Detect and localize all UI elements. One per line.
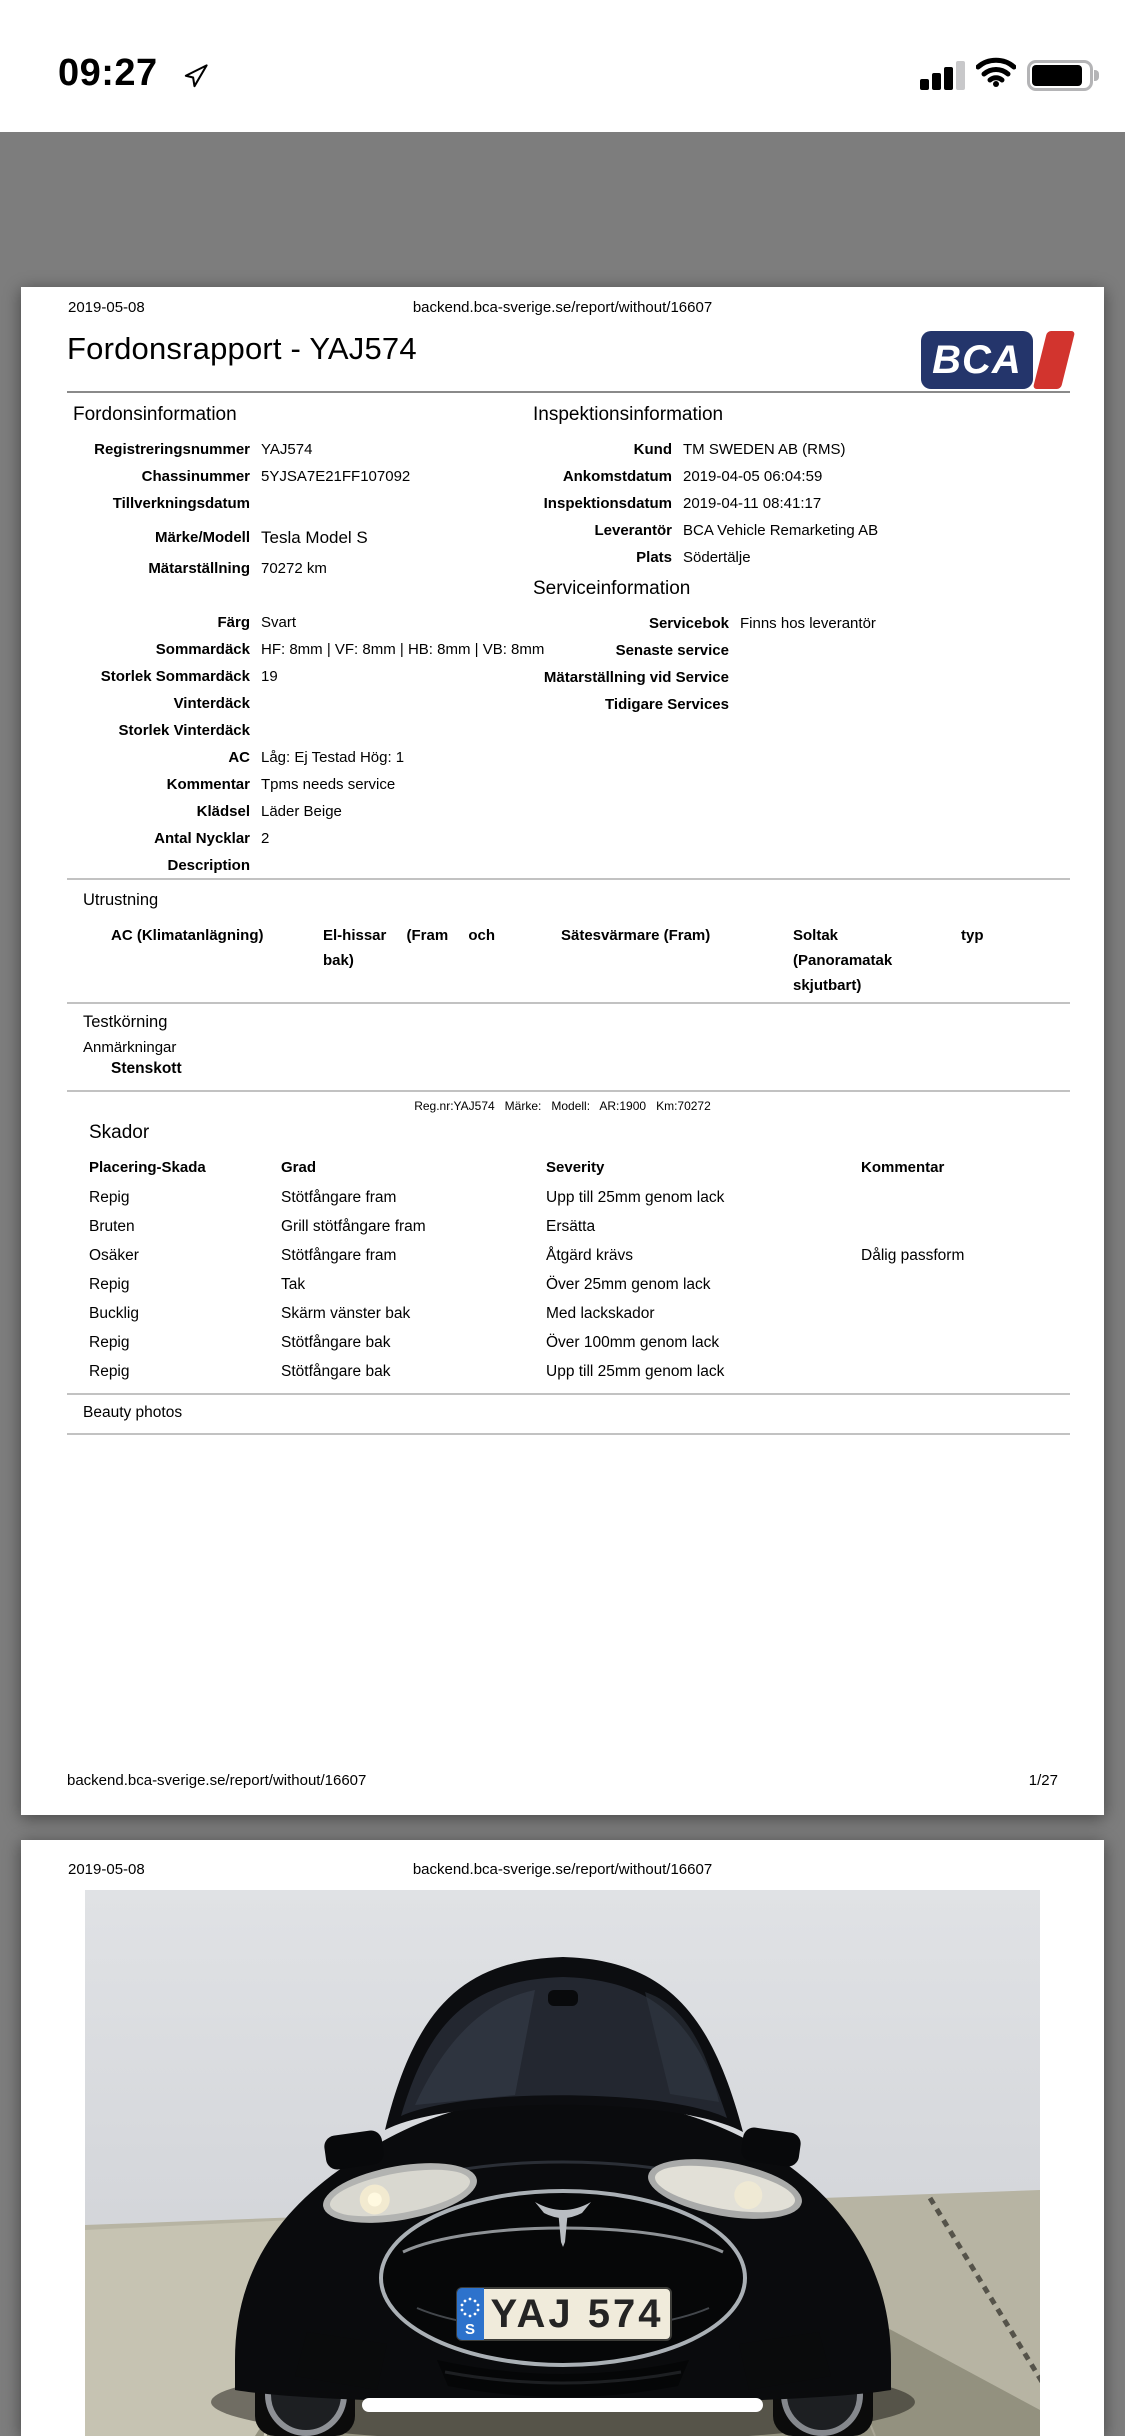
equipment-heading: Utrustning bbox=[83, 891, 159, 909]
equipment-item: typ bbox=[961, 927, 984, 944]
status-bar bbox=[0, 0, 1125, 132]
plate-number: YAJ 574 bbox=[490, 2292, 664, 2336]
bca-logo-red-slash bbox=[1033, 331, 1075, 389]
table-row: Repig Tak Över 25mm genom lack bbox=[89, 1276, 711, 1293]
print-url: backend.bca-sverige.se/report/without/16607 bbox=[412, 1861, 713, 1878]
page-title: Fordonsrapport - YAJ574 bbox=[67, 331, 417, 366]
remark-note: Stenskott bbox=[111, 1060, 182, 1077]
equipment-list bbox=[111, 923, 1058, 998]
pdf-page-2 bbox=[21, 1840, 1104, 2436]
beauty-photos-heading: Beauty photos bbox=[83, 1404, 183, 1421]
inspection-info-section bbox=[533, 403, 1061, 718]
bca-logo-text: BCA bbox=[921, 331, 1033, 389]
page-number: 1/27 bbox=[1028, 1772, 1058, 1789]
damages-table-header: Placering-Skada Grad Severity Kommentar bbox=[89, 1159, 945, 1176]
inspection-heading: Inspektionsinformation bbox=[533, 404, 724, 425]
divider bbox=[67, 1002, 1070, 1004]
divider bbox=[67, 1393, 1070, 1395]
service-fields: Servicebok Finns hos leverantör Senaste service Mätarställning vid Service Tidigare Services bbox=[543, 615, 876, 713]
home-indicator[interactable] bbox=[362, 2398, 763, 2412]
footer-url: backend.bca-sverige.se/report/without/16607 bbox=[67, 1772, 367, 1789]
print-date: 2019-05-08 bbox=[68, 299, 145, 316]
vehicle-info-section bbox=[67, 403, 545, 879]
title-divider bbox=[67, 391, 1070, 393]
table-row: Repig Stötfångare bak Över 100mm genom lack bbox=[89, 1334, 720, 1351]
divider bbox=[67, 1433, 1070, 1435]
equipment-item: El-hissar (Fram och bak) bbox=[323, 927, 495, 969]
table-row: Bruten Grill stötfångare fram Ersätta bbox=[89, 1218, 596, 1235]
battery-icon bbox=[1027, 60, 1093, 91]
remarks-label: Anmärkningar bbox=[83, 1039, 177, 1056]
clock: 09:27 bbox=[58, 52, 158, 94]
damages-heading: Skador bbox=[89, 1122, 150, 1143]
table-row: Bucklig Skärm vänster bak Med lackskador bbox=[89, 1305, 655, 1322]
equipment-item: Sätesvärmare (Fram) bbox=[561, 927, 711, 944]
equipment-item: Soltak (Panoramatak skjutbart) bbox=[793, 927, 893, 994]
vehicle-detail-fields: Färg Svart Sommardäck HF: 8mm | VF: 8mm | HB: 8mm | VB: 8mm Storlek Sommardäck 19 Vinterdäck Storlek Vinterdäck AC Låg: Ej Testad Hög: 1 Kommentar Tpms needs service Klädsel Läder Beige Antal Nycklar 2 Description bbox=[100, 614, 545, 874]
table-row: Osäker Stötfångare fram Åtgärd krävs Dålig passform bbox=[89, 1247, 965, 1264]
print-url: backend.bca-sverige.se/report/without/16607 bbox=[412, 299, 713, 316]
tesla-front-photo bbox=[85, 1890, 1040, 2436]
vehicle-summary-line: Reg.nr:YAJ574 Märke: Modell: AR:1900 Km:70272 bbox=[414, 1099, 711, 1113]
plate-country-code: S bbox=[464, 2321, 476, 2338]
table-row: Repig Stötfångare bak Upp till 25mm genom lack bbox=[89, 1363, 725, 1380]
equipment-item: AC (Klimatanlägning) bbox=[111, 927, 264, 944]
service-heading: Serviceinformation bbox=[533, 578, 691, 599]
vehicle-photo bbox=[85, 1890, 1040, 2436]
vehicle-info-heading: Fordonsinformation bbox=[73, 404, 237, 425]
make-model-fields: Märke/Modell Tesla Model S Mätarställning 70272 km bbox=[148, 528, 368, 577]
inspection-fields: Kund TM SWEDEN AB (RMS) Ankomstdatum 2019-04-05 06:04:59 Inspektionsdatum 2019-04-11 08:41:17 Leverantör BCA Vehicle Remarketing AB Plats Södertälje bbox=[543, 441, 879, 566]
divider bbox=[67, 1090, 1070, 1092]
print-date: 2019-05-08 bbox=[68, 1861, 145, 1878]
damages-table bbox=[89, 1153, 1058, 1386]
location-arrow-icon bbox=[183, 62, 210, 94]
divider bbox=[67, 878, 1070, 880]
pdf-page-1 bbox=[21, 287, 1104, 1815]
wifi-icon bbox=[976, 57, 1016, 92]
cellular-signal-icon bbox=[920, 60, 965, 92]
table-row: Repig Stötfångare fram Upp till 25mm genom lack bbox=[89, 1189, 725, 1206]
vehicle-info-fields: Registreringsnummer YAJ574 Chassinummer 5YJSA7E21FF107092 Tillverkningsdatum bbox=[94, 441, 411, 512]
bca-logo bbox=[921, 331, 1068, 389]
license-plate bbox=[457, 2288, 671, 2340]
testdrive-heading: Testkörning bbox=[83, 1013, 168, 1031]
page-footer bbox=[67, 1772, 1058, 1789]
